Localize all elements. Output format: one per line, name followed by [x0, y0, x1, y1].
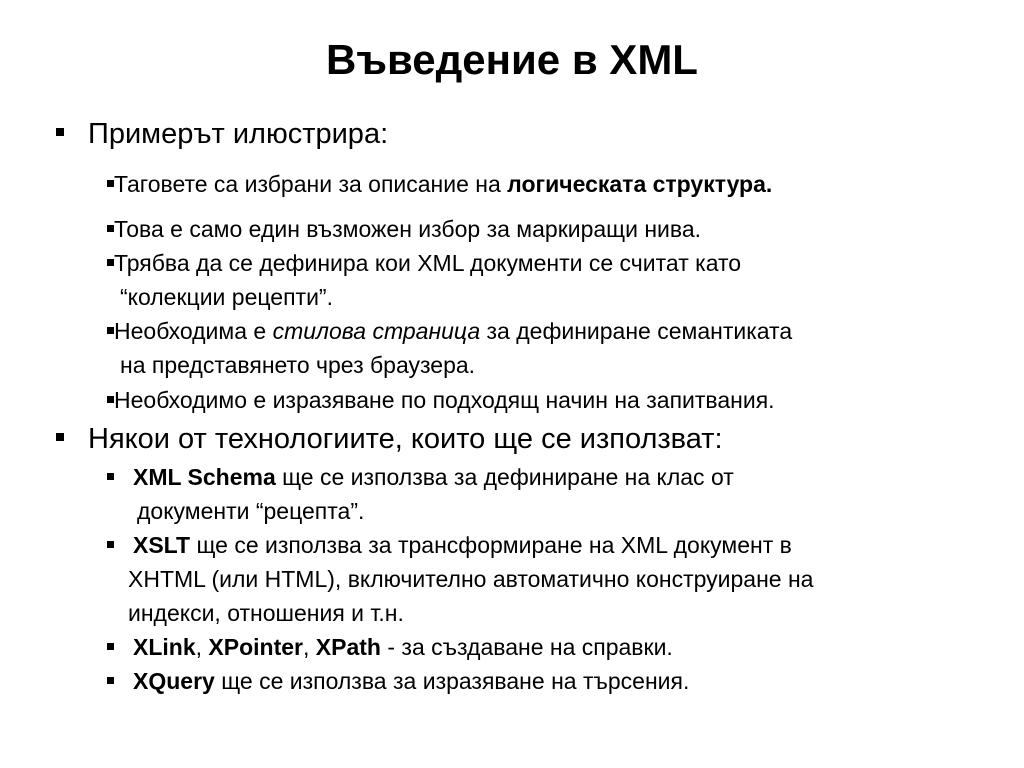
- square-bullet-icon: [107, 677, 114, 684]
- item-bold-text: XML Schema: [133, 464, 276, 490]
- list-item: [107, 316, 792, 346]
- item-bold-text: XQuery: [133, 668, 215, 694]
- item-bold-text: XPath: [315, 634, 381, 660]
- section-1-heading: [56, 116, 388, 152]
- item-text: - за създаване на справки.: [380, 634, 673, 660]
- list-item: [107, 248, 741, 278]
- square-bullet-icon: [107, 396, 114, 403]
- item-text: ,: [302, 634, 316, 660]
- list-item: [107, 530, 792, 560]
- item-text: ще се използва за трансформиране на XML документ в: [190, 532, 792, 558]
- item-text: ,: [195, 634, 209, 660]
- item-text: за дефиниране семантиката: [480, 318, 793, 344]
- list-item-continuation: документи “рецепта”.: [137, 498, 365, 524]
- list-item-continuation: “колекции рецепти”.: [120, 284, 333, 310]
- item-italic-text: стилова страница: [272, 318, 481, 344]
- list-item: [107, 632, 673, 662]
- list-item: [107, 666, 689, 696]
- square-bullet-icon: [107, 541, 114, 548]
- list-item: [107, 385, 775, 415]
- section-2-heading: [56, 421, 723, 457]
- list-item: [107, 214, 701, 244]
- slide-title: Въведение в XML: [326, 36, 698, 83]
- item-text: Това е само един възможен избор за маркиращи нива.: [114, 216, 702, 242]
- square-bullet-icon: [107, 225, 114, 232]
- square-bullet-icon: [56, 128, 64, 136]
- section-2-heading-text: Някои от технологиите, които ще се използват:: [88, 423, 723, 455]
- item-bold-text: XPointer: [208, 634, 303, 660]
- item-text: ще се използва за дефиниране на клас от: [275, 464, 734, 490]
- item-text: Необходимо е изразяване по подходящ начин на запитвания.: [114, 387, 775, 413]
- item-bold-text: XSLT: [133, 532, 191, 558]
- item-bold-text: логическата структура.: [507, 171, 773, 197]
- list-item-continuation: XHTML (или HTML), включително автоматично конструиране на: [128, 566, 814, 592]
- item-text: Трябва да се дефинира кои XML документи се считат като: [114, 250, 742, 276]
- square-bullet-icon: [107, 180, 114, 187]
- list-item-continuation: на представянето чрез браузера.: [120, 352, 476, 378]
- section-1-heading-text: Примерът илюстрира:: [88, 118, 389, 150]
- list-item-continuation: индекси, отношения и т.н.: [128, 600, 404, 626]
- square-bullet-icon: [107, 327, 114, 334]
- square-bullet-icon: [107, 259, 114, 266]
- list-item: [107, 462, 734, 492]
- square-bullet-icon: [107, 643, 114, 650]
- square-bullet-icon: [107, 473, 114, 480]
- item-text: Таговете са избрани за описание на: [114, 171, 508, 197]
- list-item: [107, 169, 772, 199]
- square-bullet-icon: [56, 433, 64, 441]
- item-bold-text: XLink: [133, 634, 196, 660]
- item-text: ще се използва за изразяване на търсения.: [214, 668, 690, 694]
- item-text: Необходима е: [114, 318, 273, 344]
